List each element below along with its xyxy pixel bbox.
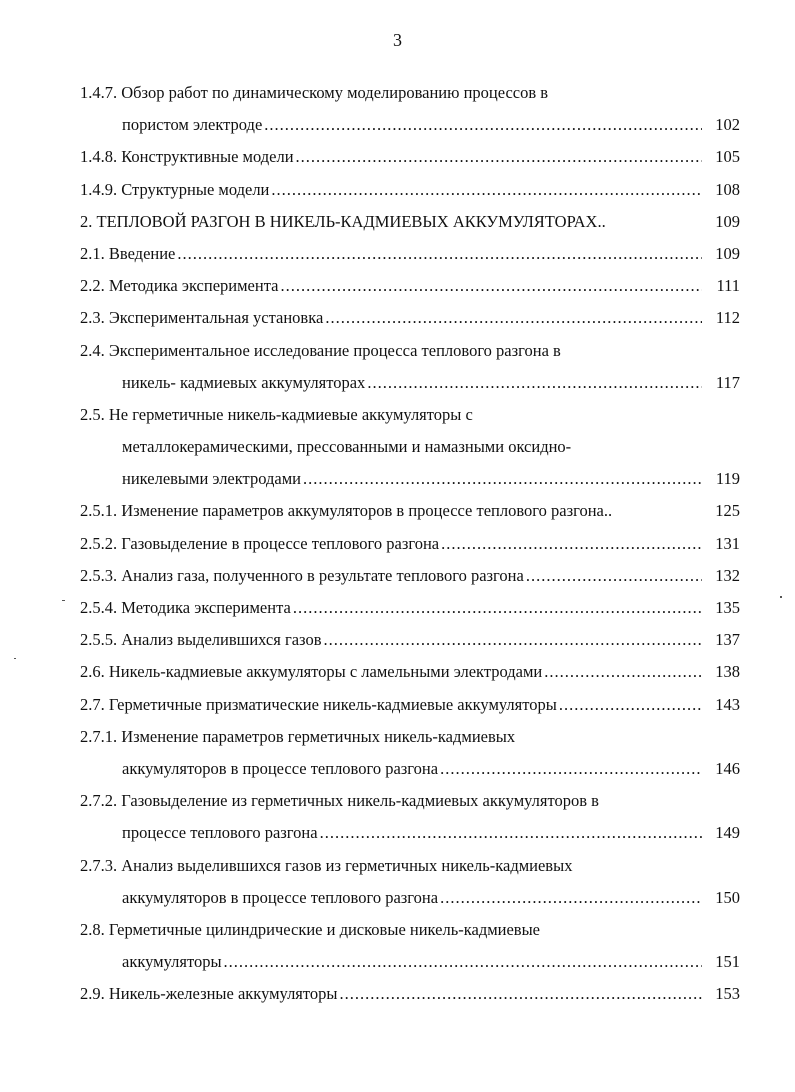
toc-entry [80, 431, 740, 463]
toc-entry-page: 138 [715, 662, 740, 682]
toc-entry-title: 2.1. Введение [80, 243, 176, 263]
scan-speck [14, 658, 16, 659]
toc-entry-title: 1.4.8. Конструктивные модели [80, 147, 294, 167]
toc-entry [80, 850, 740, 882]
dot-leader [441, 528, 702, 560]
toc-entry-title: 2.7.2. Газовыделение из герметичных никель-кадмиевых аккумуляторов в [80, 791, 599, 811]
toc-entry-title: 2.2. Методика эксперимента [80, 276, 279, 296]
toc-entry [80, 367, 740, 399]
toc-entry-title: никелевыми электродами [122, 469, 301, 489]
toc-entry [80, 656, 740, 688]
toc-entry [80, 785, 740, 817]
dot-leader [526, 560, 702, 592]
toc-entry-page: 137 [715, 630, 740, 650]
toc-entry-title: 2.5. Не герметичные никель-кадмиевые аккумуляторы с [80, 404, 473, 424]
toc-entry-page: 135 [715, 598, 740, 617]
toc-entry-page: 151 [715, 952, 740, 972]
toc-entry [80, 560, 740, 592]
toc-entry-title: аккумуляторов в процессе теплового разгона [122, 887, 439, 907]
dot-leader [293, 592, 702, 624]
toc-entry-page: 111 [716, 276, 740, 296]
toc-entry-page: 109 [715, 211, 740, 231]
toc-entry-title: аккумуляторы [122, 952, 222, 972]
toc-entry [80, 624, 740, 656]
toc-entry [80, 528, 740, 560]
toc-entry-title: 2.5.1. Изменение параметров аккумуляторов в процессе теплового разгона.. [80, 501, 613, 521]
dot-leader [264, 109, 702, 141]
dot-leader [177, 238, 702, 270]
dot-leader [224, 946, 702, 978]
toc-entry [80, 238, 740, 270]
scan-speck [62, 600, 65, 601]
toc-entry [80, 399, 740, 431]
toc-entry-page: 109 [715, 243, 740, 263]
toc-entry [80, 335, 740, 367]
dot-leader [339, 978, 702, 1010]
dot-leader [544, 656, 702, 688]
toc-entry-title: процессе теплового разгона [122, 823, 318, 843]
dot-leader [320, 817, 702, 849]
toc-entry-page: 105 [715, 147, 740, 167]
scan-speck [780, 596, 782, 598]
toc-entry-title: 2.9. Никель-железные аккумуляторы [80, 984, 338, 1004]
toc-entry-page: 108 [715, 179, 740, 199]
toc-entry-title: пористом электроде [122, 115, 263, 135]
dot-leader [440, 753, 702, 785]
toc-entry-title: 2.6. Никель-кадмиевые аккумуляторы с ламельными электродами [80, 662, 543, 682]
toc-entry [80, 270, 740, 302]
toc-entry-title: аккумуляторов в процессе теплового разгона [122, 758, 439, 778]
toc-entry-page: 125 [715, 501, 740, 521]
toc-entry-title: 2.5.2. Газовыделение в процессе теплового разгона [80, 533, 440, 553]
toc-entry-title: 2.4. Экспериментальное исследование процесса теплового разгона в [80, 340, 561, 360]
dot-leader [440, 882, 702, 914]
toc-entry [80, 77, 740, 109]
toc-entry [80, 721, 740, 753]
toc-entry [80, 689, 740, 721]
toc-entry-title: 2.5.4. Методика эксперимента [80, 598, 291, 617]
toc-entry-title: 2.8. Герметичные цилиндрические и дисковые никель-кадмиевые [80, 919, 541, 939]
toc-entry-title: 2.3. Экспериментальная установка [80, 308, 324, 328]
table-of-contents [80, 77, 740, 1010]
toc-entry-title: 1.4.9. Структурные модели [80, 179, 270, 199]
toc-entry [80, 206, 740, 238]
dot-leader [280, 270, 702, 302]
toc-entry-title: 1.4.7. Обзор работ по динамическому моделированию процессов в [80, 83, 549, 102]
toc-entry-page: 119 [715, 469, 740, 489]
toc-entry-page: 143 [715, 694, 740, 714]
toc-entry [80, 978, 740, 1010]
toc-entry-title: никель- кадмиевых аккумуляторах [122, 372, 366, 392]
toc-entry-title: 2. ТЕПЛОВОЙ РАЗГОН В НИКЕЛЬ-КАДМИЕВЫХ АККУМУЛЯТОРАХ.. [80, 211, 606, 231]
toc-entry-title: металлокерамическими, прессованными и намазными оксидно- [122, 437, 572, 457]
toc-entry-title: 2.7.1. Изменение параметров герметичных никель-кадмиевых [80, 726, 516, 746]
toc-entry [80, 817, 740, 849]
dot-leader [324, 624, 702, 656]
toc-entry-title: 2.7. Герметичные призматические никель-кадмиевые аккумуляторы [80, 694, 557, 714]
toc-entry-title: 2.5.3. Анализ газа, полученного в результате теплового разгона [80, 565, 524, 585]
toc-entry [80, 592, 740, 624]
dot-leader [559, 689, 702, 721]
toc-entry [80, 174, 740, 206]
dot-leader [325, 302, 702, 334]
dot-leader [303, 463, 702, 495]
toc-entry [80, 109, 740, 141]
toc-entry [80, 141, 740, 173]
toc-entry [80, 302, 740, 334]
toc-entry-title: 2.7.3. Анализ выделившихся газов из герметичных никель-кадмиевых [80, 855, 573, 875]
toc-entry-page: 102 [715, 115, 740, 135]
dot-leader [296, 141, 702, 173]
toc-entry [80, 882, 740, 914]
toc-entry-title: 2.5.5. Анализ выделившихся газов [80, 630, 322, 650]
toc-entry [80, 946, 740, 978]
toc-entry-page: 150 [715, 887, 740, 907]
toc-entry-page: 112 [715, 308, 740, 328]
toc-entry [80, 495, 740, 527]
page-number: 3 [393, 30, 402, 50]
toc-entry-page: 149 [715, 823, 740, 843]
toc-entry-page: 153 [715, 984, 740, 1004]
dot-leader [367, 367, 702, 399]
toc-entry-page: 146 [715, 758, 740, 778]
toc-entry [80, 753, 740, 785]
toc-entry [80, 463, 740, 495]
toc-entry [80, 914, 740, 946]
toc-entry-page: 131 [715, 533, 740, 553]
dot-leader [271, 174, 702, 206]
toc-entry-page: 132 [715, 565, 740, 585]
toc-entry-page: 117 [715, 372, 740, 392]
